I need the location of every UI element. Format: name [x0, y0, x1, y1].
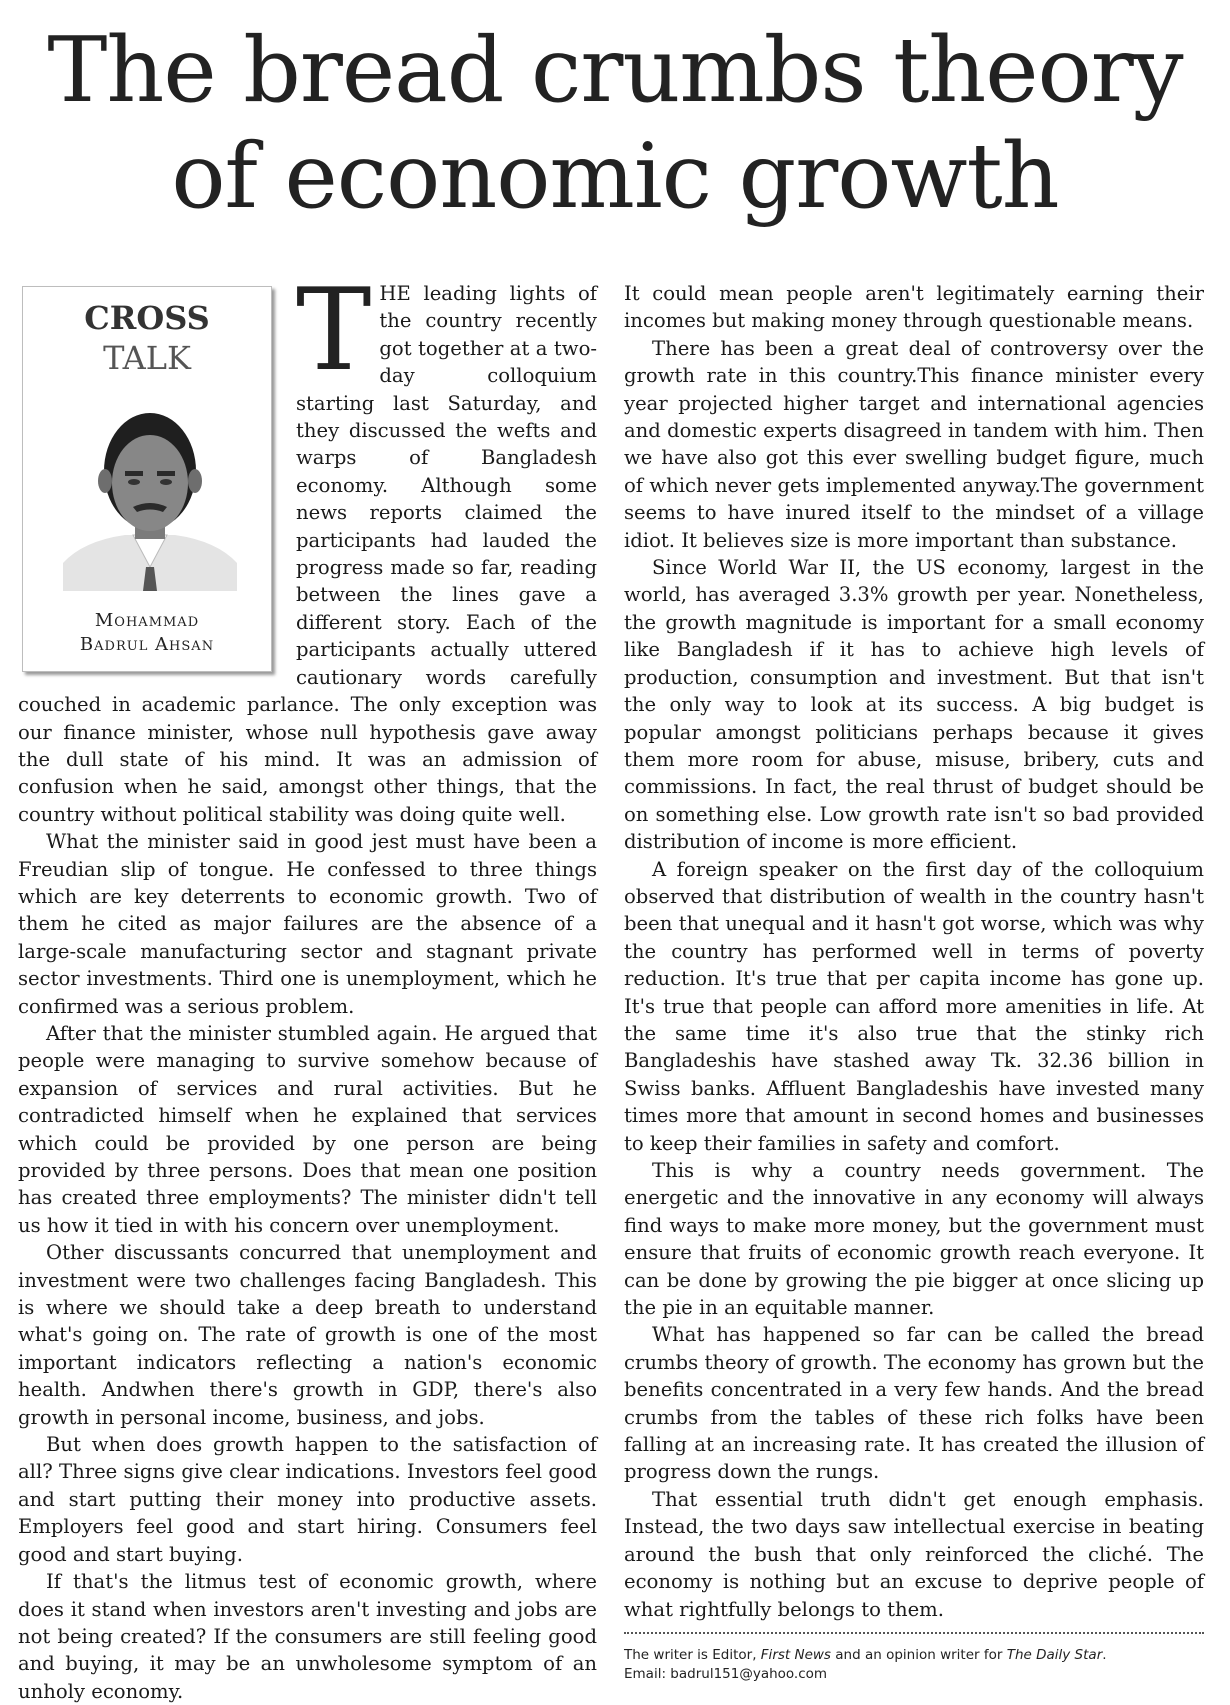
- author-portrait-icon: [63, 391, 237, 591]
- publication-first-news: First News: [760, 1647, 831, 1663]
- paragraph-1: THE leading lights of the country recently got together at a two-day colloquium starting last Saturday, and they discussed the wefts and warps of Bangladesh economy. Although some news reports claimed the participants had lauded the progress made so far, reading between the lines gave a different story. Each of the participants actually uttered cautionary words carefully couched in academic parlance. The only exception was our finance minister, whose null hypothesis gave away the dull state of his mind. It was an admission of confusion when he said, amongst other things, that the country without political stability was doing quite well.: [18, 264, 597, 826]
- paragraph-13: That essential truth didn't get enough emphasis. Instead, the two days saw intellectual exercise in beating around the bush that only reinforced the cliché. The economy is nothing but an excuse to deprive people of what rightfully belongs to them.: [624, 1487, 1204, 1621]
- email-label: Email:: [624, 1666, 671, 1682]
- paragraph-11: This is why a country needs government. The energetic and the innovative in any economy will always find ways to make more money, but the government must ensure that fruits of economic growth reach everyone. It can be done by growing the pie bigger at once slicing up the pie in an equitable manner.: [624, 1159, 1204, 1320]
- paragraph-7: It could mean people aren't legitimately earning their incomes but making money through questionable means.: [624, 282, 1204, 333]
- paragraph-8: There has been a great deal of controversy over the growth rate in this country.This finance minister every year projected higher target and international agencies and domestic experts disagreed in tandem with him. Then we have also got this ever swelling budget figure, much of which never gets implemented anyway.The government seems to have inured itself to the mindset of a village idiot. It believes size is more important than substance.: [624, 336, 1204, 552]
- author-name: [23, 609, 271, 657]
- headline-line-1: The bread crumbs theory: [47, 18, 1183, 123]
- article-column-left: [18, 264, 597, 1703]
- email-address[interactable]: badrul151@yahoo.com: [670, 1666, 828, 1682]
- author-name-line-2: Badrul Ahsan: [79, 634, 215, 655]
- headline: [0, 18, 1230, 230]
- paragraph-5: But when does growth happen to the satisfaction of all? Three signs give clear indications. Investors feel good and start putting their money into productive assets. Employers feel good and start hiring. Consumers feel good and start buying.: [18, 1433, 597, 1566]
- paragraph-3: After that the minister stumbled again. He argued that people were managing to survive somehow because of expansion of services and rural activities. But he contradicted himself when he explained that services which could be provided by one person are being provided by three persons. Does that mean one position has created three employments? The minister didn't tell us how it tied in with his concern over unemployment.: [18, 1021, 597, 1237]
- paragraph-9: Since World War II, the US economy, largest in the world, has averaged 3.3% growth per year. Nonetheless, the growth magnitude is important for a small economy like Bangladesh if it has to achieve high levels of production, consumption and investment. But that isn't the only way to look at its success. A big budget is popular amongst politicians perhaps because it gives them more room for abuse, misuse, bribery, cuts and commissions. In fact, the real thrust of budget should be on something else. Low growth rate isn't so bad provided distribution of income is more efficient.: [624, 556, 1204, 854]
- publication-daily-star: The Daily Star: [1006, 1647, 1103, 1663]
- headline-line-2: of economic growth: [171, 124, 1059, 229]
- footnote-divider: [624, 1632, 1204, 1634]
- paragraph-12: What has happened so far can be called the bread crumbs theory of growth. The economy has grown but the benefits concentrated in a very few hands. And the bread crumbs from the tables of these rich folks have been falling at an increasing rate. It has created the illusion of progress down the rungs.: [624, 1323, 1204, 1484]
- paragraph-10: A foreign speaker on the first day of the colloquium observed that distribution of wealth in the country hasn't been that unequal and it hasn't got worse, which was why the country has performed well in terms of poverty reduction. It's true that per capita income has gone up. It's true that people can afford more amenities in life. At the same time it's also true that the stinky rich Bangladeshis have stashed away Tk. 32.36 billion in Swiss banks. Affluent Bangladeshis have invested many times more that amount in second homes and businesses to keep their families in safety and comfort.: [624, 857, 1204, 1155]
- paragraph-6: If that's the litmus test of economic growth, where does it stand when investors aren't investing and jobs are not being created? If the consumers are still feeling good and buying, it may be an unwholesome symptom of an unholy economy.: [18, 1570, 597, 1703]
- article-column-right: [624, 280, 1204, 1620]
- drop-cap: T: [296, 264, 372, 396]
- footnote: The writer is Editor, First News and an opinion writer for The Daily Star. Email: badrul151@yahoo.com: [624, 1647, 1107, 1682]
- byline-box: [22, 286, 272, 672]
- paragraph-2: What the minister said in good jest must have been a Freudian slip of tongue. He confessed to three things which are key deterrents to economic growth. Two of them he cited as major failures are the absence of a large-scale manufacturing sector and stagnant private sector investments. Third one is unemployment, which he confirmed was a serious problem.: [18, 830, 597, 1018]
- paragraph-4: Other discussants concurred that unemployment and investment were two challenges facing Bangladesh. This is where we should take a deep breath to understand what's going on. The rate of growth is one of the most important indicators reflecting a nation's economic health. Andwhen there's growth in GDP, there's also growth in personal income, business, and jobs.: [18, 1241, 597, 1429]
- author-name-line-1: Mohammad: [94, 610, 200, 631]
- column-name-line-2: TALK: [103, 339, 191, 377]
- column-name-line-1: CROSS: [84, 299, 210, 337]
